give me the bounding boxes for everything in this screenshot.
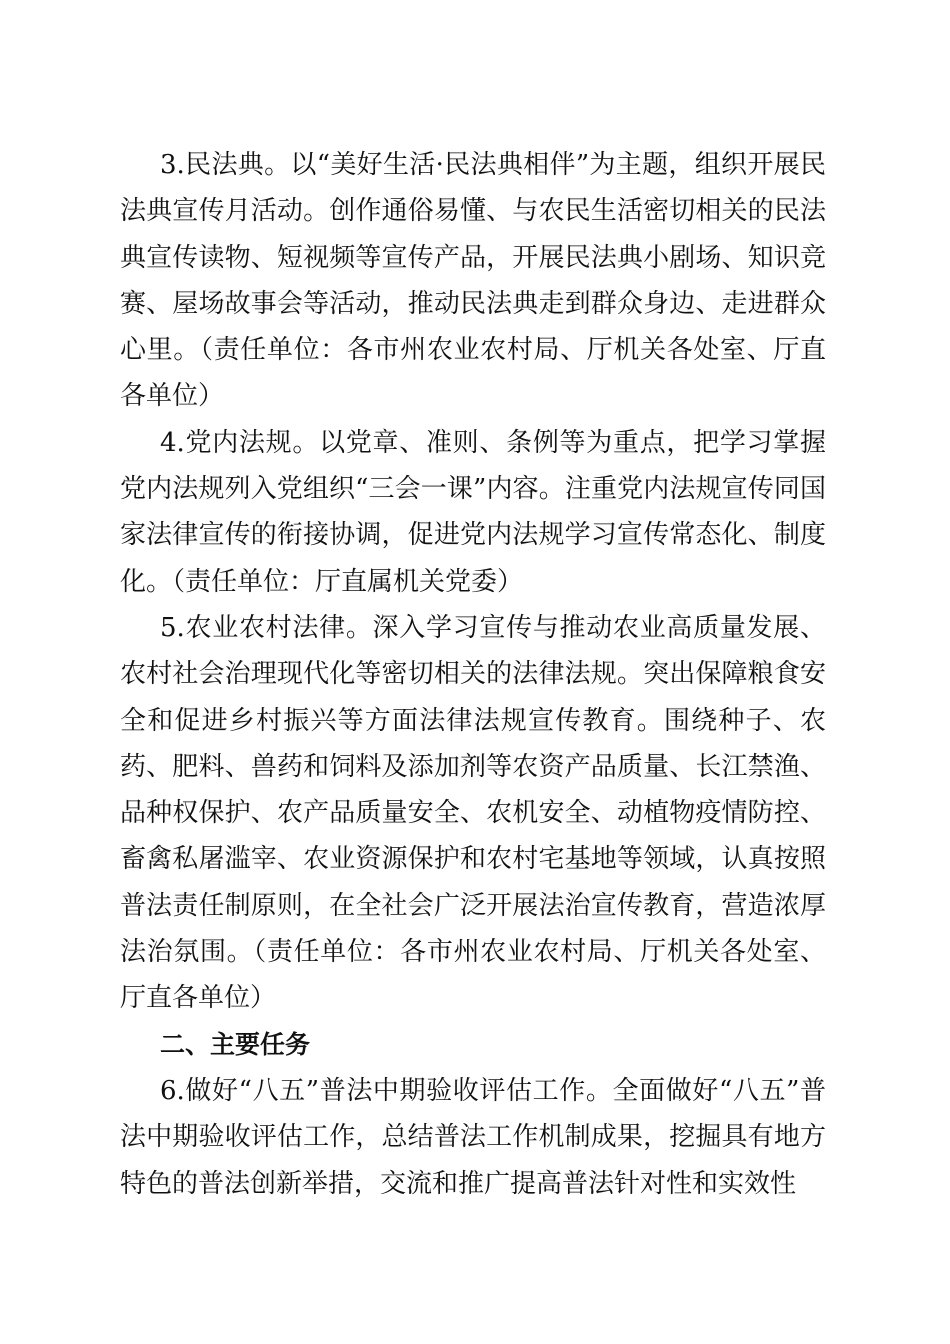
document-body — [120, 142, 826, 1207]
paragraph-agriculture-law: 5.农业农村法律。深入学习宣传与推动农业高质量发展、农村社会治理现代化等密切相关的法律法规。突出保障粮食安全和促进乡村振兴等方面法律法规宣传教育。围绕种子、农药、肥料、兽药和饲料及添加剂等农资产品质量、长江禁渔、品种权保护、农产品质量安全、农机安全、动植物疫情防控、畜禽私屠滥宰、农业资源保护和农村宅基地等领域，认真按照普法责任制原则，在全社会广泛开展法治宣传教育，营造浓厚法治氛围。（责任单位：各市州农业农村局、厅机关各处室、厅直各单位） — [120, 612, 826, 1014]
paragraph-party-regulations: 4.党内法规。以党章、准则、条例等为重点，把学习掌握党内法规列入党组织“三会一课”内容。注重党内法规宣传同国家法律宣传的衔接协调，促进党内法规学习宣传常态化、制度化。（责任单位：厅直属机关党委） — [120, 427, 826, 597]
section-heading: 二、主要任务 — [160, 1029, 311, 1059]
paragraph-mid-term-evaluation: 6.做好“八五”普法中期验收评估工作。全面做好“八五”普法中期验收评估工作，总结普法工作机制成果，挖掘具有地方特色的普法创新举措，交流和推广提高普法针对性和实效性 — [120, 1075, 826, 1199]
paragraph-civil-code: 3.民法典。以“美好生活·民法典相伴”为主题，组织开展民法典宣传月活动。创作通俗易懂、与农民生活密切相关的民法典宣传读物、短视频等宣传产品，开展民法典小剧场、知识竞赛、屋场故事会等活动，推动民法典走到群众身边、走进群众心里。（责任单位：各市州农业农村局、厅机关各处室、厅直各单位） — [120, 150, 826, 412]
